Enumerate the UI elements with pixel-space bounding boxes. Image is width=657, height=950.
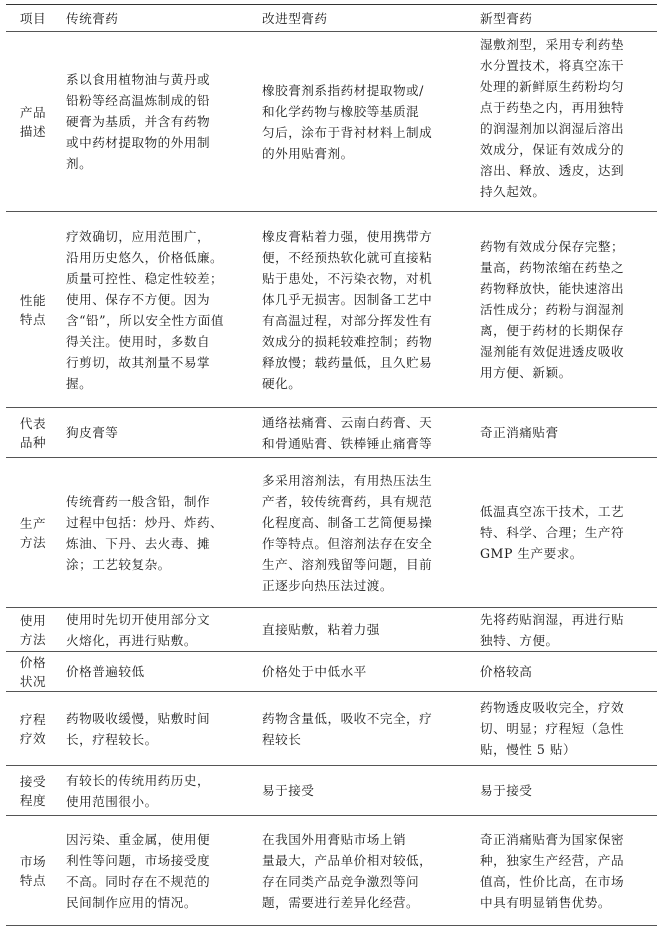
cell-traditional: 使用时先切开使用部分文 火熔化，再进行贴敷。 [60, 608, 256, 652]
cell-traditional: 价格普遍较低 [60, 652, 256, 692]
row-label: 产品 描述 [6, 32, 60, 212]
row-market-features [6, 816, 657, 926]
row-label: 接受 程度 [6, 766, 60, 816]
cell-new-type: 湿敷剂型，采用专利药垫 水分置技术，将真空冻干 处理的新鲜原生药粉均匀 点于药垫之内，再用独特 的润湿剂加以润湿后溶出 效成分，保证有效成分的 溶出、释放、透皮，达到 持久起效。 [474, 32, 657, 212]
row-label: 代表 品种 [6, 408, 60, 458]
cell-traditional: 因污染、重金属，使用便 利性等问题，市场接受度 不高。同时存在不规范的 民间制作应用的情况。 [60, 816, 256, 926]
row-label: 性能 特点 [6, 212, 60, 408]
row-label: 使用 方法 [6, 608, 60, 652]
cell-new-type: 价格较高 [474, 652, 657, 692]
row-label: 市场 特点 [6, 816, 60, 926]
row-label: 价格 状况 [6, 652, 60, 692]
cell-traditional: 药物吸收缓慢，贴敷时间 长，疗程较长。 [60, 692, 256, 766]
cell-traditional: 有较长的传统用药历史， 使用范围很小。 [60, 766, 256, 816]
cell-improved: 易于接受 [256, 766, 474, 816]
cell-new-type: 奇正消痛贴膏 [474, 408, 657, 458]
header-improved: 改进型膏药 [256, 5, 474, 32]
header-traditional: 传统膏药 [60, 5, 256, 32]
cell-new-type: 奇正消痛贴膏为国家保密 种，独家生产经营，产品 值高，性价比高，在市场 中具有明显销售优势。 [474, 816, 657, 926]
cell-improved: 通络祛痛膏、云南白药膏、天 和骨通贴膏、铁棒锤止痛膏等 [256, 408, 474, 458]
row-acceptance [6, 766, 657, 816]
row-usage-method [6, 608, 657, 652]
cell-new-type: 药物有效成分保存完整； 量高，药物浓缩在药垫之 药物释放快，能快速溶出 活性成分；药粉与润湿剂 离，便于药材的长期保存 湿剂能有效促进透皮吸收 用方便、新颖。 [474, 212, 657, 408]
row-label: 疗程 疗效 [6, 692, 60, 766]
cell-improved: 橡皮膏粘着力强，使用携带方 便，不经预热软化就可直接粘 贴于患处，不污染衣物，对机 体几乎无损害。因制备工艺中 有高温过程，对部分挥发性有 效成分的损耗较难控制；药物 释放慢；载药量低，且久贮易 硬化。 [256, 212, 474, 408]
header-item: 项目 [6, 5, 60, 32]
cell-new-type: 低温真空冻干技术，工艺 特、科学、合理；生产符 GMP 生产要求。 [474, 458, 657, 608]
header-new-type: 新型膏药 [474, 5, 657, 32]
cell-traditional: 疗效确切，应用范围广， 沿用历史悠久，价格低廉。 质量可控性、稳定性较差； 使用、保存不方便。因为 含“铅”，所以安全性方面值 得关注。使用时，多数自 行剪切，故其剂量不易掌 握。 [60, 212, 256, 408]
cell-improved: 药物含量低，吸收不完全，疗 程较长 [256, 692, 474, 766]
cell-improved: 多采用溶剂法，有用热压法生 产者，较传统膏药，具有规范 化程度高、制备工艺简便易操 作等特点。但溶剂法存在安全 生产、溶剂残留等问题，目前 正逐步向热压法过渡。 [256, 458, 474, 608]
row-label: 生产 方法 [6, 458, 60, 608]
cell-new-type: 药物透皮吸收完全，疗效 切、明显；疗程短（急性 贴，慢性 5 贴） [474, 692, 657, 766]
cell-traditional: 传统膏药一般含铅，制作 过程中包括：炒丹、炸药、 炼油、下丹、去火毒、摊 涂；工艺较复杂。 [60, 458, 256, 608]
row-performance [6, 212, 657, 408]
comparison-table-container [6, 4, 657, 944]
cell-new-type: 先将药贴润湿，再进行贴 独特、方便。 [474, 608, 657, 652]
row-price-status [6, 652, 657, 692]
cell-improved: 价格处于中低水平 [256, 652, 474, 692]
row-production-method [6, 458, 657, 608]
row-course-efficacy [6, 692, 657, 766]
row-product-description [6, 32, 657, 212]
cell-improved: 直接贴敷，粘着力强 [256, 608, 474, 652]
cell-improved: 橡胶膏剂系指药材提取物或/ 和化学药物与橡胶等基质混 匀后，涂布于背衬材料上制成 的外用贴膏剂。 [256, 32, 474, 212]
cell-traditional: 系以食用植物油与黄丹或 铅粉等经高温炼制成的铅 硬膏为基质，并含有药物 或中药材提取物的外用制 剂。 [60, 32, 256, 212]
row-representative-products [6, 408, 657, 458]
cell-improved: 在我国外用膏贴市场上销 量最大，产品单价相对较低， 存在同类产品竞争激烈等问 题，需要进行差异化经营。 [256, 816, 474, 926]
plaster-comparison-table [6, 4, 657, 926]
cell-new-type: 易于接受 [474, 766, 657, 816]
cell-traditional: 狗皮膏等 [60, 408, 256, 458]
table-header-row [6, 5, 657, 32]
